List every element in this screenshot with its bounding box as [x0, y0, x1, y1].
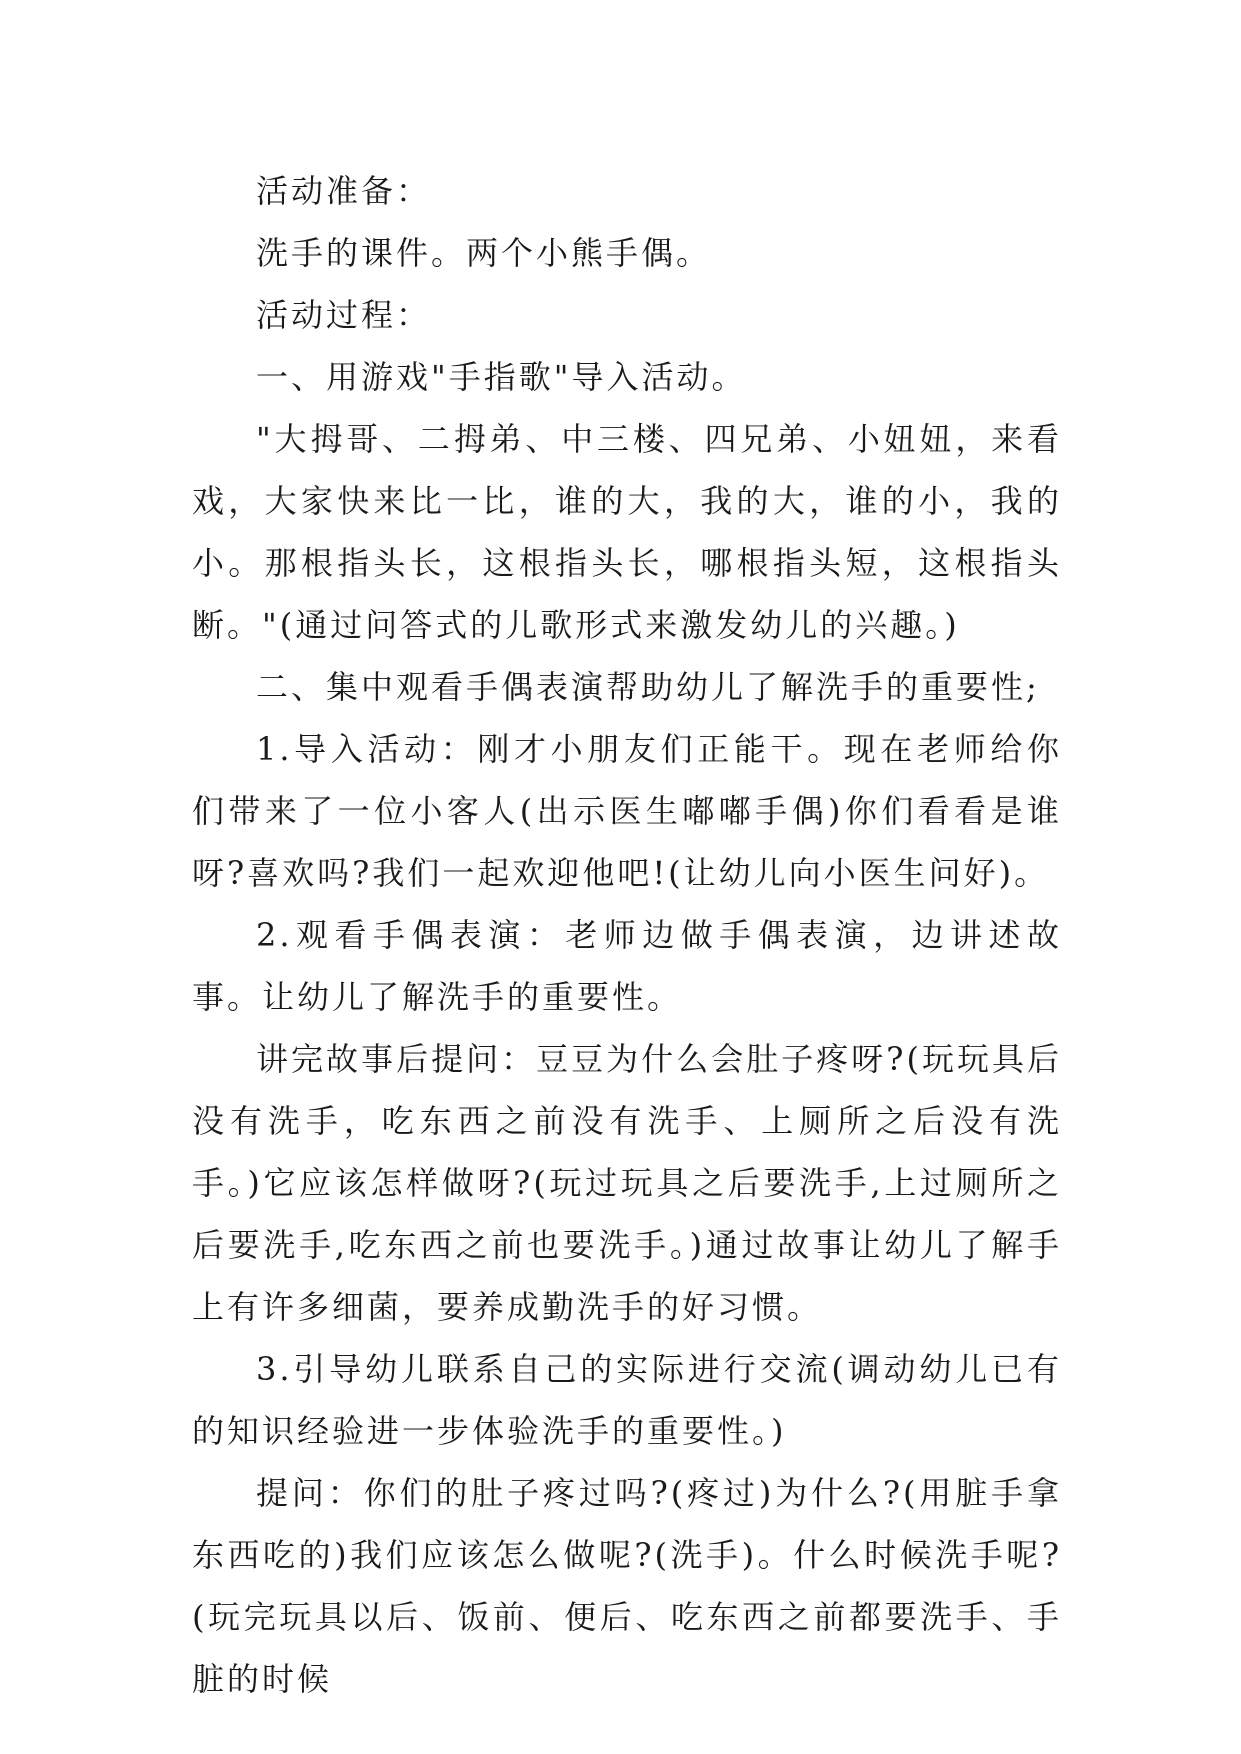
paragraph-finger-song: "大拇哥、二拇弟、中三楼、四兄弟、小妞妞，来看戏，大家快来比一比，谁的大，我的大，谁的小，我的小。那根指头长，这根指头长，哪根指头短，这根指头断。"(通过问答式的儿歌形式来激发幼儿的兴趣。)	[192, 420, 1062, 644]
paragraph-step-two-heading: 二、集中观看手偶表演帮助幼儿了解洗手的重要性;	[256, 668, 1040, 706]
paragraph-step-two-item-3: 3.引导幼儿联系自己的实际进行交流(调动幼儿已有的知识经验进一步体验洗手的重要性。)	[192, 1350, 1062, 1450]
paragraph-activity-preparation-heading: 活动准备：	[256, 172, 432, 210]
paragraph-step-two-item-1: 1.导入活动：刚才小朋友们正能干。现在老师给你们带来了一位小客人(出示医生嘟嘟手偶)你们看看是谁呀?喜欢吗?我们一起欢迎他吧!(让幼儿向小医生问好)。	[192, 730, 1062, 892]
paragraph-step-one-heading: 一、用游戏"手指歌"导入活动。	[256, 358, 747, 396]
paragraph-story-questions: 讲完故事后提问：豆豆为什么会肚子疼呀?(玩玩具后没有洗手，吃东西之前没有洗手、上厕所之后没有洗手。)它应该怎样做呀?(玩过玩具之后要洗手,上过厕所之后要洗手,吃东西之前也要洗手。)通过故事让幼儿了解手上有许多细菌，要养成勤洗手的好习惯。	[192, 1040, 1062, 1326]
document-body	[192, 160, 1062, 1710]
paragraph-discussion-questions: 提问：你们的肚子疼过吗?(疼过)为什么?(用脏手拿东西吃的)我们应该怎么做呢?(洗手)。什么时候洗手呢?(玩完玩具以后、饭前、便后、吃东西之前都要洗手、手脏的时候	[192, 1474, 1062, 1698]
paragraph-preparation-materials: 洗手的课件。两个小熊手偶。	[256, 234, 712, 272]
paragraph-step-two-item-2: 2.观看手偶表演：老师边做手偶表演，边讲述故事。让幼儿了解洗手的重要性。	[192, 916, 1062, 1016]
paragraph-activity-process-heading: 活动过程：	[256, 296, 432, 334]
